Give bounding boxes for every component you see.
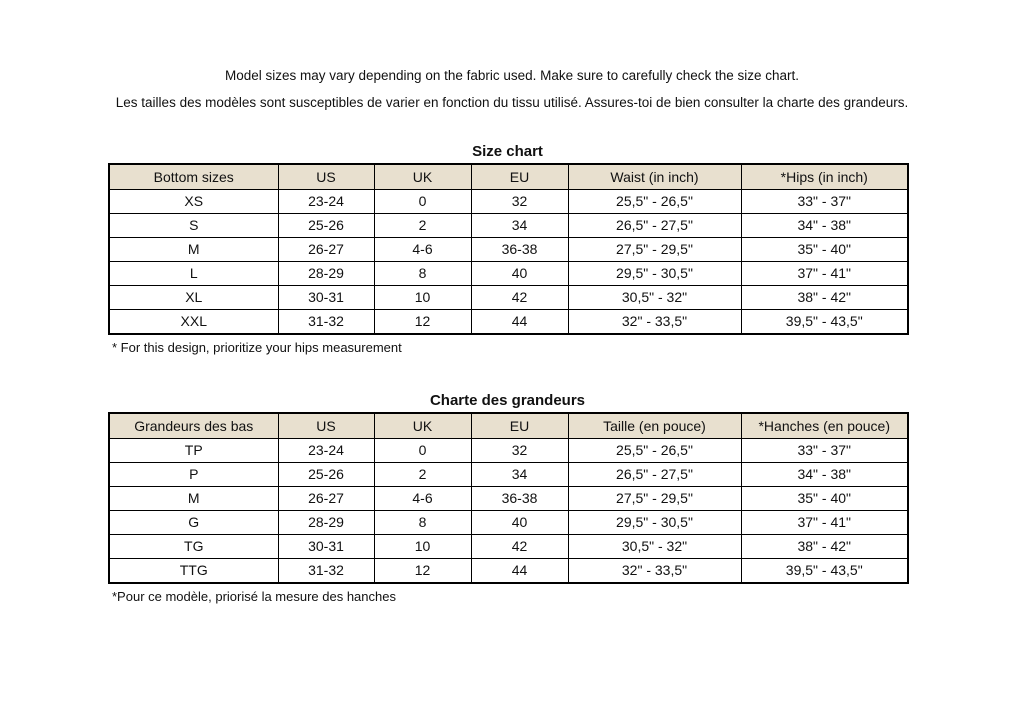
size-chart-page — [0, 68, 1024, 726]
table-cell: 42 — [471, 286, 568, 310]
column-header-us: US — [278, 164, 374, 190]
table-cell: 23-24 — [278, 190, 374, 214]
size-chart-title-fr: Charte des grandeurs — [429, 392, 586, 409]
table-cell: 39,5" - 43,5" — [741, 559, 908, 584]
footnote-en: * For this design, prioritize your hips measurement — [112, 340, 402, 355]
size-label-cell: TTG — [109, 559, 278, 584]
table-cell: 25-26 — [278, 463, 374, 487]
table-cell: 37" - 41" — [741, 511, 908, 535]
size-label-cell: S — [109, 214, 278, 238]
table-cell: 44 — [471, 310, 568, 335]
table-row — [109, 559, 908, 584]
table-row — [109, 286, 908, 310]
table-cell: 34 — [471, 463, 568, 487]
table-cell: 34 — [471, 214, 568, 238]
table-row — [109, 463, 908, 487]
table-cell: 29,5" - 30,5" — [568, 511, 741, 535]
table-cell: 42 — [471, 535, 568, 559]
table-row — [109, 511, 908, 535]
table-cell: 34" - 38" — [741, 214, 908, 238]
table-cell: 2 — [374, 214, 471, 238]
table-cell: 25,5" - 26,5" — [568, 439, 741, 463]
size-chart-table-fr — [108, 412, 909, 584]
size-label-cell: G — [109, 511, 278, 535]
size-label-cell: XS — [109, 190, 278, 214]
table-cell: 12 — [374, 310, 471, 335]
table-cell: 30-31 — [278, 286, 374, 310]
table-cell: 0 — [374, 439, 471, 463]
table-cell: 39,5" - 43,5" — [741, 310, 908, 335]
table-row — [109, 190, 908, 214]
column-header-grandeurs: Grandeurs des bas — [109, 413, 278, 439]
table-cell: 25-26 — [278, 214, 374, 238]
intro-line-english: Model sizes may vary depending on the fabric used. Make sure to carefully check the size chart. — [224, 68, 800, 83]
table-cell: 27,5" - 29,5" — [568, 487, 741, 511]
footnote-fr: *Pour ce modèle, priorisé la mesure des hanches — [112, 589, 396, 604]
column-header-waist: Waist (in inch) — [568, 164, 741, 190]
table-cell: 35" - 40" — [741, 487, 908, 511]
table-cell: 33" - 37" — [741, 439, 908, 463]
table-cell: 35" - 40" — [741, 238, 908, 262]
table-cell: 32 — [471, 439, 568, 463]
table-cell: 36-38 — [471, 487, 568, 511]
table-cell: 28-29 — [278, 511, 374, 535]
table-cell: 40 — [471, 511, 568, 535]
header-row — [109, 413, 908, 439]
table-cell: 32" - 33,5" — [568, 310, 741, 335]
table-cell: 38" - 42" — [741, 286, 908, 310]
size-label-cell: M — [109, 238, 278, 262]
table-cell: 38" - 42" — [741, 535, 908, 559]
size-chart-title-en: Size chart — [472, 143, 543, 160]
size-label-cell: TP — [109, 439, 278, 463]
table-cell: 23-24 — [278, 439, 374, 463]
table-row — [109, 535, 908, 559]
size-label-cell: XXL — [109, 310, 278, 335]
size-label-cell: L — [109, 262, 278, 286]
table-cell: 36-38 — [471, 238, 568, 262]
table-cell: 31-32 — [278, 310, 374, 335]
table-cell: 4-6 — [374, 238, 471, 262]
table-cell: 27,5" - 29,5" — [568, 238, 741, 262]
table-row — [109, 238, 908, 262]
table-cell: 8 — [374, 511, 471, 535]
table-row — [109, 214, 908, 238]
table-cell: 44 — [471, 559, 568, 584]
table-cell: 33" - 37" — [741, 190, 908, 214]
table-cell: 32 — [471, 190, 568, 214]
column-header-uk: UK — [374, 413, 471, 439]
table-cell: 26-27 — [278, 238, 374, 262]
column-header-eu: EU — [471, 164, 568, 190]
table-cell: 40 — [471, 262, 568, 286]
header-row — [109, 164, 908, 190]
intro-text-block — [0, 68, 1024, 111]
table-cell: 12 — [374, 559, 471, 584]
table-cell: 30,5" - 32" — [568, 286, 741, 310]
table-cell: 28-29 — [278, 262, 374, 286]
table-cell: 8 — [374, 262, 471, 286]
table-cell: 10 — [374, 286, 471, 310]
column-header-hanches: *Hanches (en pouce) — [741, 413, 908, 439]
table-row — [109, 439, 908, 463]
table-row — [109, 310, 908, 335]
table-cell: 10 — [374, 535, 471, 559]
size-label-cell: XL — [109, 286, 278, 310]
table-cell: 32" - 33,5" — [568, 559, 741, 584]
size-label-cell: TG — [109, 535, 278, 559]
table-cell: 26-27 — [278, 487, 374, 511]
size-chart-table-en — [108, 163, 909, 335]
column-header-hips: *Hips (in inch) — [741, 164, 908, 190]
column-header-bottom-sizes: Bottom sizes — [109, 164, 278, 190]
table-cell: 26,5" - 27,5" — [568, 463, 741, 487]
column-header-eu: EU — [471, 413, 568, 439]
table-cell: 26,5" - 27,5" — [568, 214, 741, 238]
table-cell: 25,5" - 26,5" — [568, 190, 741, 214]
table-cell: 34" - 38" — [741, 463, 908, 487]
table-cell: 31-32 — [278, 559, 374, 584]
size-label-cell: M — [109, 487, 278, 511]
table-cell: 30,5" - 32" — [568, 535, 741, 559]
column-header-taille: Taille (en pouce) — [568, 413, 741, 439]
table-cell: 29,5" - 30,5" — [568, 262, 741, 286]
column-header-us: US — [278, 413, 374, 439]
table-cell: 4-6 — [374, 487, 471, 511]
table-cell: 0 — [374, 190, 471, 214]
intro-line-french: Les tailles des modèles sont susceptibles de varier en fonction du tissu utilisé. Assures-toi de bien consulter la charte des grandeurs. — [115, 95, 909, 110]
table-cell: 37" - 41" — [741, 262, 908, 286]
table-cell: 2 — [374, 463, 471, 487]
table-row — [109, 262, 908, 286]
table-cell: 30-31 — [278, 535, 374, 559]
table-row — [109, 487, 908, 511]
column-header-uk: UK — [374, 164, 471, 190]
size-label-cell: P — [109, 463, 278, 487]
